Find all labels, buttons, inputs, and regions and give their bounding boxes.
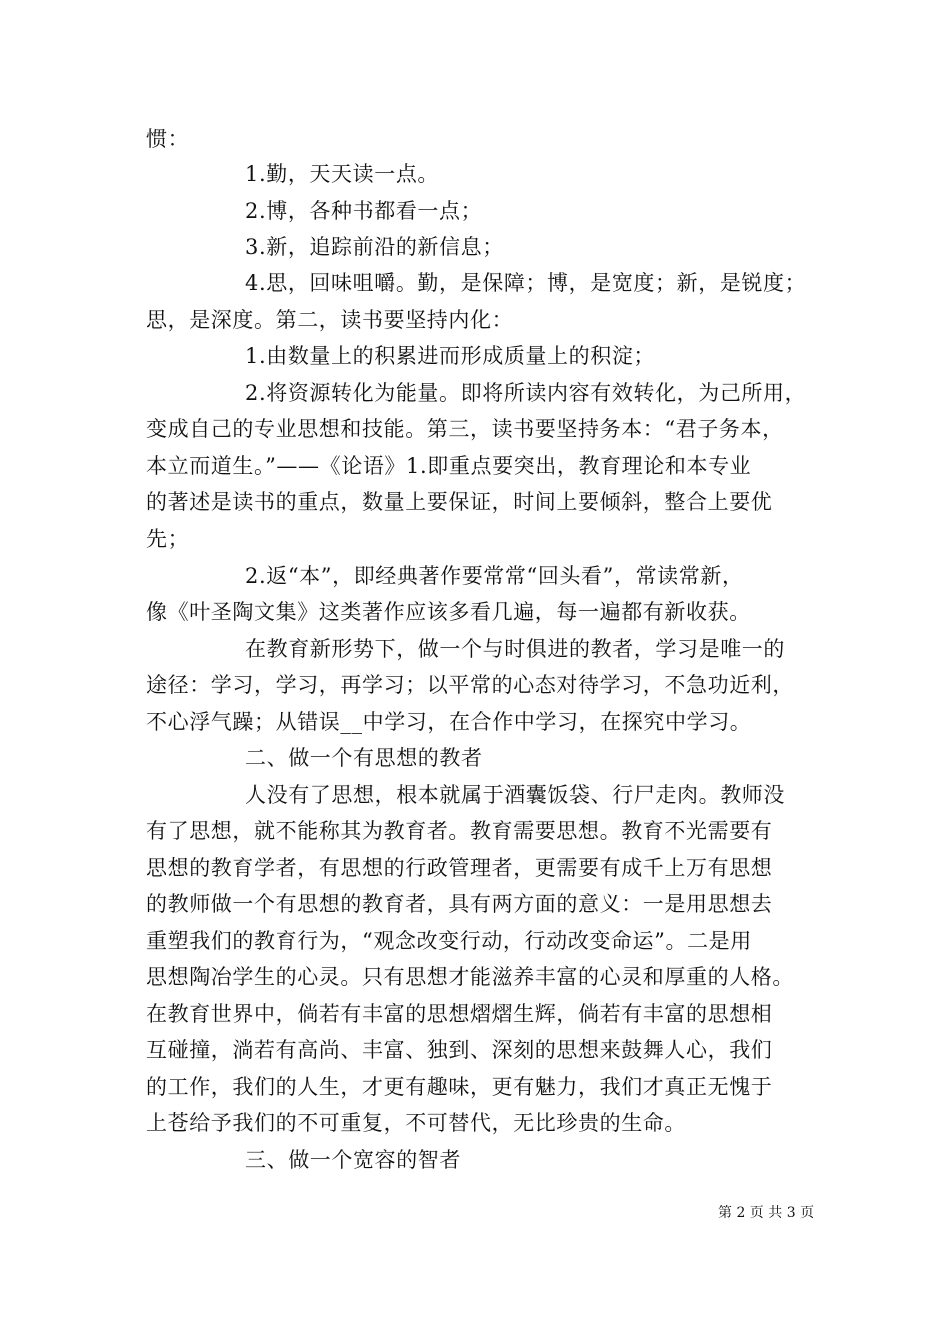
text-line: 思想陶冶学生的心灵。只有思想才能滋养丰富的心灵和厚重的人格。 xyxy=(146,965,794,989)
list-item: 2.返“本”，即经典著作要常常“回头看”，常读常新， xyxy=(245,564,744,588)
text-line: 变成自己的专业思想和技能。第三，读书要坚持务本：“君子务本， xyxy=(146,417,784,441)
section-heading: 三、做一个宽容的智者 xyxy=(245,1148,461,1172)
paragraph-start: 人没有了思想，根本就属于酒囊饭袋、行尸走肉。教师没 xyxy=(245,783,785,807)
text-line: 思，是深度。第二，读书要坚持内化： xyxy=(146,308,514,332)
list-item: 1.由数量上的积累进而形成质量上的积淀； xyxy=(245,344,656,368)
text-line: 的工作，我们的人生，才更有趣味，更有魅力，我们才真正无愧于 xyxy=(146,1075,773,1099)
list-item: 2.将资源转化为能量。即将所读内容有效转化，为己所用， xyxy=(245,381,807,405)
text-line: 的著述是读书的重点，数量上要保证，时间上要倾斜，整合上要优 xyxy=(146,490,773,514)
text-line: 惯： xyxy=(146,127,190,151)
page-number: 第 2 页 共 3 页 xyxy=(718,1205,815,1221)
text-line: 重塑我们的教育行为，“观念改变行动，行动改变命运”。二是用 xyxy=(146,929,752,953)
text-line: 有了思想，就不能称其为教育者。教育需要思想。教育不光需要有 xyxy=(146,819,773,843)
text-line: 途径：学习，学习，再学习；以平常的心态对待学习，不急功近利， xyxy=(146,673,794,697)
text-line: 在教育世界中，倘若有丰富的思想熠熠生辉，倘若有丰富的思想相 xyxy=(146,1002,773,1026)
text-line: 本立而道生。”——《论语》1.即重点要突出，教育理论和本专业 xyxy=(146,454,752,478)
paragraph-start: 在教育新形势下，做一个与时俱进的教者，学习是唯一的 xyxy=(245,637,785,661)
text-line: 的教师做一个有思想的教育者，具有两方面的意义：一是用思想去 xyxy=(146,892,773,916)
list-item: 4.思，回味咀嚼。勤，是保障；博，是宽度；新，是锐度； xyxy=(245,271,807,295)
section-heading: 二、做一个有思想的教者 xyxy=(245,746,483,770)
list-item: 2.博，各种书都看一点； xyxy=(245,199,483,223)
text-line: 先； xyxy=(146,527,190,551)
text-line: 互碰撞，淌若有高尚、丰富、独到、深刻的思想来鼓舞人心，我们 xyxy=(146,1038,773,1062)
text-line: 思想的教育学者，有思想的行政管理者，更需要有成千上万有思想 xyxy=(146,856,773,880)
text-line: 上苍给予我们的不可重复，不可替代，无比珍贵的生命。 xyxy=(146,1111,686,1135)
list-item: 1.勤，天天读一点。 xyxy=(245,162,440,186)
list-item: 3.新，追踪前沿的新信息； xyxy=(245,235,504,259)
text-line: 像《叶圣陶文集》这类著作应该多看几遍，每一遍都有新收获。 xyxy=(146,600,751,624)
text-line: 不心浮气躁；从错误__中学习，在合作中学习，在探究中学习。 xyxy=(146,710,752,734)
